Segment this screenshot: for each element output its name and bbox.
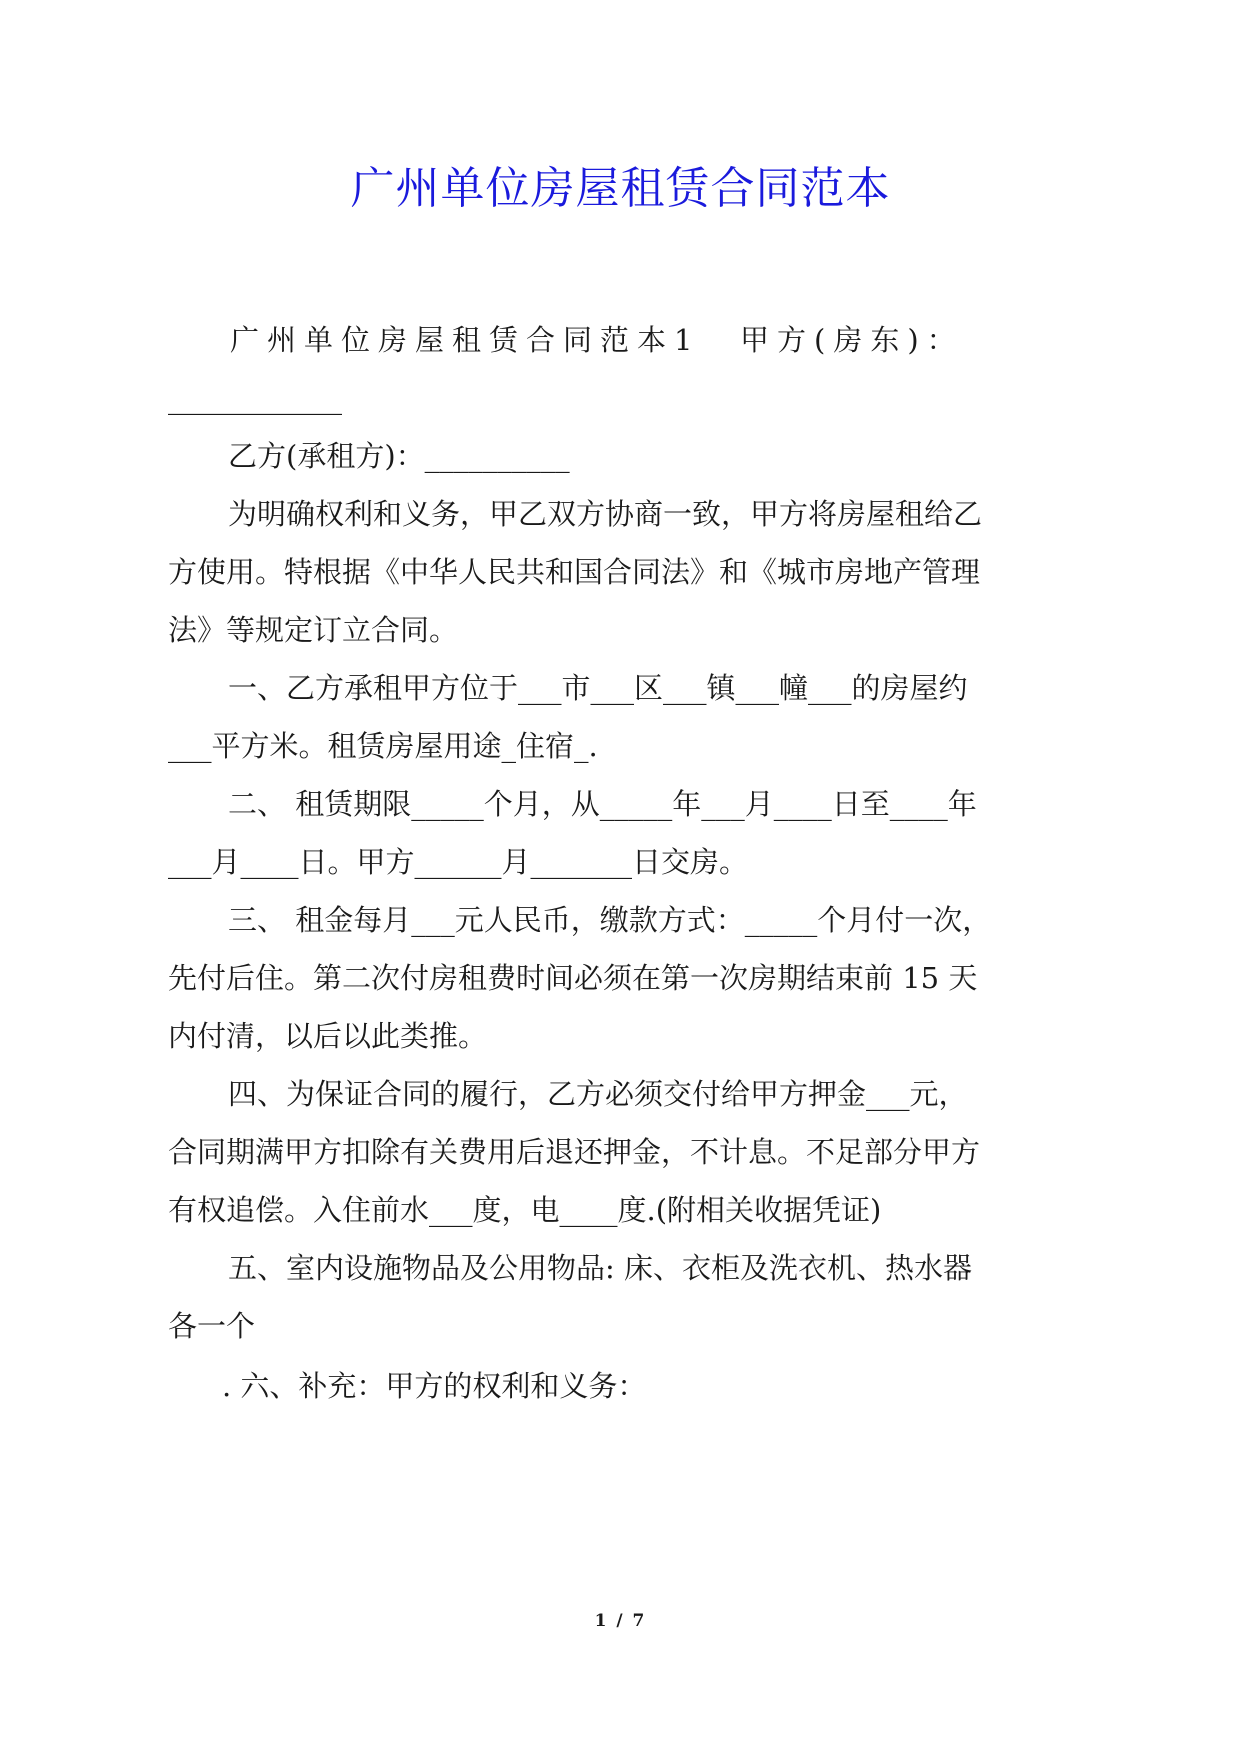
paragraph-line: ___平方米。租赁房屋用途_住宿_.	[168, 729, 598, 763]
paragraph-line: ____________	[168, 381, 342, 415]
paragraph-line: 二、 租赁期限_____个月，从_____年___月____日至____年	[228, 787, 977, 821]
paragraph-line: 甲方(房东)：	[740, 323, 964, 357]
paragraph-line: 三、 租金每月___元人民币，缴款方式：_____个月付一次，	[228, 903, 992, 937]
paragraph-line: 广州单位房屋租赁合同范本1	[230, 323, 701, 357]
paragraph-line: 一、乙方承租甲方位于___市___区___镇___幢___的房屋约	[228, 671, 968, 705]
paragraph-line: 合同期满甲方扣除有关费用后退还押金，不计息。不足部分甲方	[168, 1135, 981, 1169]
paragraph-line: 各一个	[168, 1309, 256, 1343]
paragraph-line: 内付清，以后以此类推。	[168, 1019, 488, 1053]
paragraph-line: 为明确权利和义务，甲乙双方协商一致，甲方将房屋租给乙	[228, 497, 983, 531]
paragraph-line: 方使用。特根据《中华人民共和国合同法》和《城市房地产管理	[168, 555, 981, 589]
paragraph-line: 四、为保证合同的履行，乙方必须交付给甲方押金___元，	[228, 1077, 968, 1111]
page-number: 1 / 7	[594, 1611, 647, 1631]
paragraph-line: ___月____日。甲方______月_______日交房。	[168, 845, 749, 879]
paragraph-line: 法》等规定订立合同。	[168, 613, 459, 647]
paragraph-line: 乙方(承租方)：__________	[228, 439, 570, 473]
paragraph-line: 五、室内设施物品及公用物品: 床、衣柜及洗衣机、热水器	[228, 1251, 972, 1285]
document-title: 广州单位房屋租赁合同范本	[350, 163, 891, 214]
paragraph-line: 有权追偿。入住前水___度，电____度.(附相关收据凭证)	[168, 1193, 882, 1227]
paragraph-line: . 六、补充：甲方的权利和义务：	[222, 1369, 647, 1403]
paragraph-line: 先付后住。第二次付房租费时间必须在第一次房期结束前 15 天	[168, 961, 978, 995]
